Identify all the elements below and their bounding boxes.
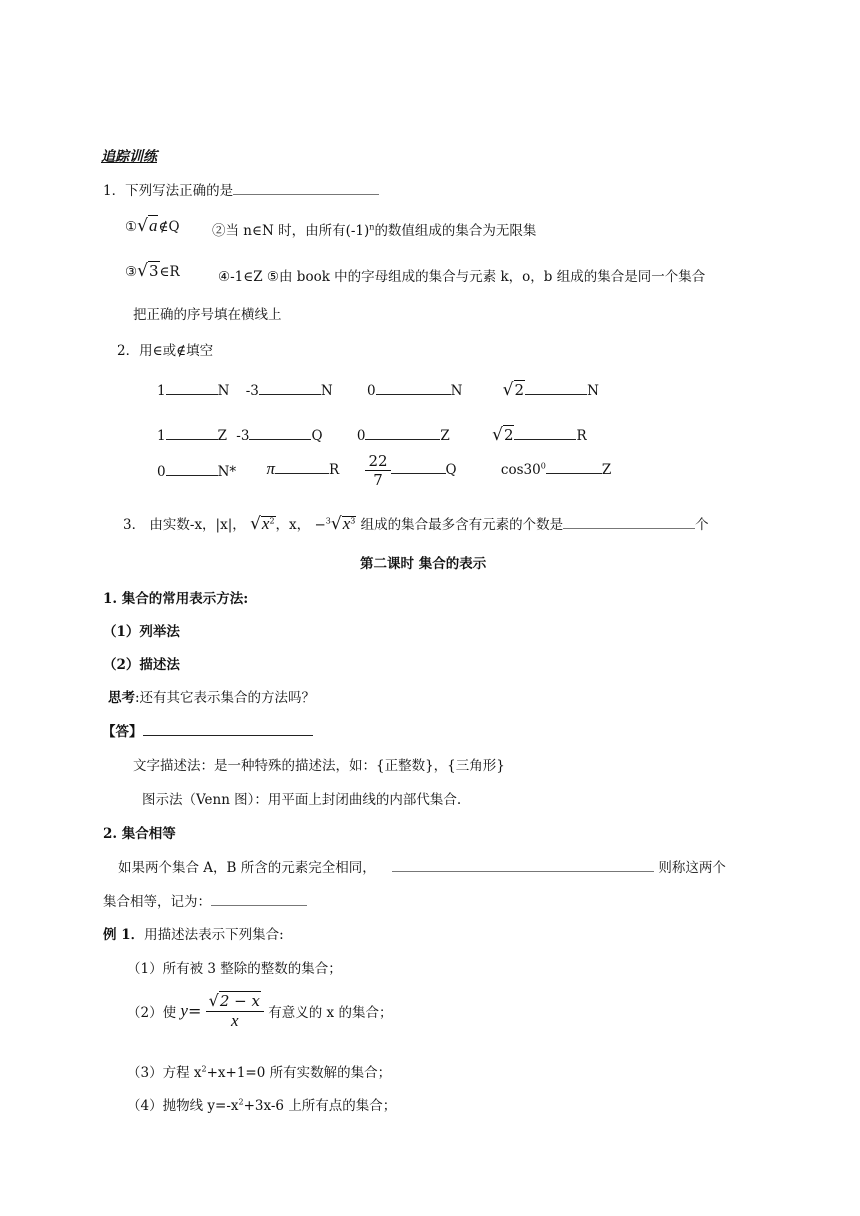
fill-blank[interactable]	[514, 426, 576, 440]
fill-blank[interactable]	[166, 462, 218, 476]
cube-root-symbol: √	[330, 514, 342, 534]
venn-diagram-method: 图示法（Venn 图）：用平面上封闭曲线的内部代集合.	[142, 792, 462, 808]
answer-blank[interactable]	[211, 893, 307, 906]
answer-blank[interactable]	[392, 859, 654, 872]
question-2-row-2: 1 Z -3 Q 0 Z √2 R	[157, 425, 587, 445]
fill-blank[interactable]	[376, 381, 451, 395]
fill-blank[interactable]	[365, 426, 440, 440]
set-equality-notation: 集合相等，记为：	[103, 890, 307, 910]
fill-blank[interactable]	[249, 426, 311, 440]
method-description: （2）描述法	[103, 657, 180, 673]
answer-blank[interactable]	[233, 182, 379, 195]
set-equality-sentence: 如果两个集合 A，B 所含的元素完全相同， 则称这两个	[118, 860, 726, 876]
fill-blank[interactable]	[166, 381, 218, 395]
section-1-title: 1. 集合的常用表示方法:	[103, 591, 249, 607]
question-2-row-1: 1 N -3 N 0 N √2 N	[157, 380, 599, 400]
sqrt-symbol: √	[137, 216, 148, 236]
question-1-item-c: ③√3∈R	[125, 261, 180, 281]
example-1-part-3: （3）方程 $x^2+x+1=0$ 所有实数解的集合；	[127, 1064, 392, 1081]
fill-blank[interactable]	[275, 460, 329, 474]
question-1-instruction: 把正确的序号填在横线上	[133, 307, 282, 323]
fill-blank[interactable]	[391, 460, 446, 474]
fill-blank[interactable]	[259, 381, 321, 395]
fill-blank[interactable]	[546, 460, 602, 474]
question-3: 3． 由实数-x，|x|， $√x^2$，x， $-^3√x^3$ 组成的集合最多含有元素的个数是 个	[123, 514, 709, 534]
question-1-item-a: ①√a∉Q	[125, 216, 180, 236]
question-2-stem: 2．用∈或∉填空	[117, 343, 214, 359]
sqrt-symbol: √	[137, 261, 148, 281]
example-1-part-1: （1）所有被 3 整除的整数的集合；	[127, 961, 342, 977]
fill-blank[interactable]	[166, 426, 218, 440]
question-2-row-3: 0 N* π R $\frac{22}{7}$ Q $\cos 30^0$ Z	[157, 452, 612, 489]
example-1-part-2: （2）使 y= $\frac{√2 - x}{x}$ 有意义的 x 的集合；	[127, 991, 393, 1030]
fraction-sqrt-2-minus-x-over-x: $\frac{√2 - x}{x}$	[206, 992, 264, 1030]
question-1-item-d: ④-1∈Z ⑤由 book 中的字母组成的集合与元素 k，o，b 组成的集合是同一个集合	[218, 269, 706, 285]
text-description-method: 文字描述法：是一种特殊的描述法，如：{正整数}，{三角形}	[133, 758, 505, 774]
sqrt-symbol: √	[492, 425, 503, 445]
section-heading: 追踪训练	[101, 149, 157, 165]
fraction-22-over-7: $\frac{22}{7}$	[365, 452, 390, 489]
example-1-part-4: （4）抛物线 $y=-x^2+3x-6$ 上所有点的集合；	[127, 1097, 397, 1114]
sqrt-symbol: √	[502, 380, 514, 400]
sqrt-symbol: √	[250, 514, 261, 534]
answer-blank[interactable]	[563, 516, 695, 529]
question-1-stem: 1．下列写法正确的是	[103, 179, 379, 199]
method-enumeration: （1）列举法	[103, 624, 180, 640]
lesson-title: 第二课时 集合的表示	[360, 556, 487, 572]
answer-blank[interactable]	[143, 722, 313, 736]
example-1-stem: 例 1．用描述法表示下列集合:	[103, 927, 284, 943]
section-2-title: 2. 集合相等	[103, 826, 176, 842]
sqrt-symbol: √	[208, 991, 219, 1010]
answer-line: 【答】	[102, 720, 313, 740]
question-1-item-b: ②当 n∈N 时，由所有$(-1)^n$的数值组成的集合为无限集	[212, 222, 537, 239]
fill-blank[interactable]	[525, 381, 587, 395]
think-question: 思考:还有其它表示集合的方法吗？	[108, 690, 316, 706]
